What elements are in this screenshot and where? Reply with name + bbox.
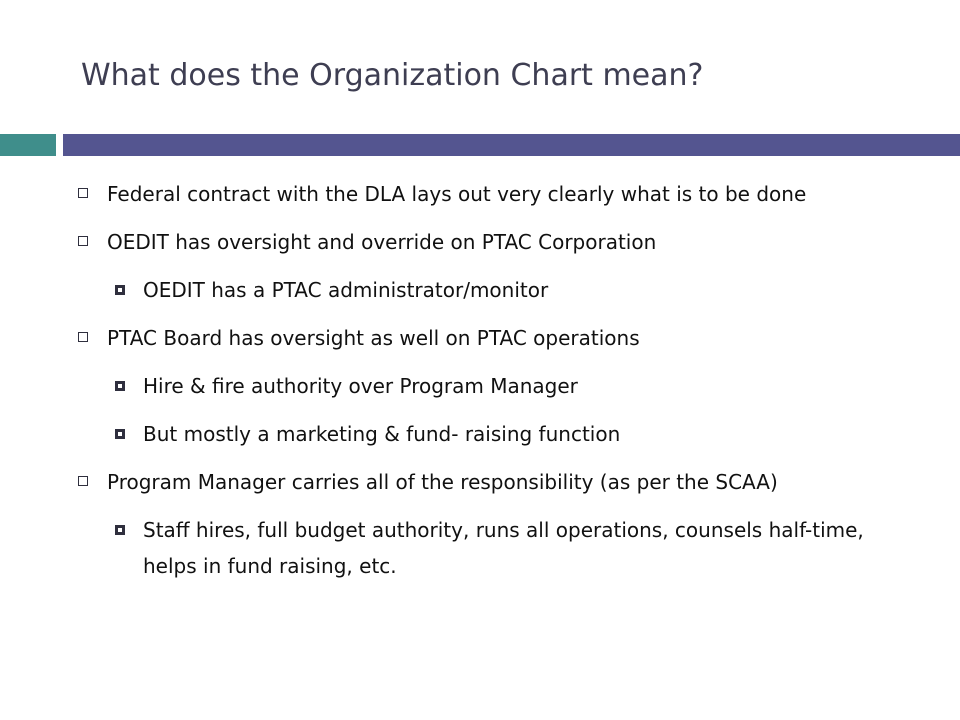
sub-bullet-item [73, 512, 873, 584]
bullet-text: Federal contract with the DLA lays out very clearly what is to be done [107, 182, 807, 206]
filled-square-bullet-icon [115, 429, 125, 439]
sub-bullet-item [73, 272, 873, 308]
sub-bullet-text: OEDIT has a PTAC administrator/monitor [143, 278, 549, 302]
bullet-text: OEDIT has oversight and override on PTAC Corporation [107, 230, 657, 254]
filled-square-bullet-icon [115, 381, 125, 391]
hollow-square-bullet-icon [78, 188, 88, 198]
bullet-list [73, 176, 873, 584]
bullet-text: PTAC Board has oversight as well on PTAC operations [107, 326, 640, 350]
accent-bar-blue [63, 134, 960, 156]
slide-title: What does the Organization Chart mean? [81, 58, 704, 93]
bullet-item [73, 320, 873, 356]
filled-square-bullet-icon [115, 525, 125, 535]
hollow-square-bullet-icon [78, 236, 88, 246]
accent-bar-teal [0, 134, 56, 156]
filled-square-bullet-icon [115, 285, 125, 295]
bullet-text: Program Manager carries all of the responsibility (as per the SCAA) [107, 470, 778, 494]
hollow-square-bullet-icon [78, 476, 88, 486]
sub-bullet-text: Staff hires, full budget authority, runs all operations, counsels half-time, helps in fund raising, etc. [143, 518, 864, 578]
sub-bullet-item [73, 416, 873, 452]
bullet-item [73, 224, 873, 260]
bullet-item [73, 176, 873, 212]
sub-bullet-item [73, 368, 873, 404]
bullet-item [73, 464, 873, 500]
hollow-square-bullet-icon [78, 332, 88, 342]
sub-bullet-text: Hire & fire authority over Program Manager [143, 374, 578, 398]
sub-bullet-text: But mostly a marketing & fund- raising function [143, 422, 621, 446]
